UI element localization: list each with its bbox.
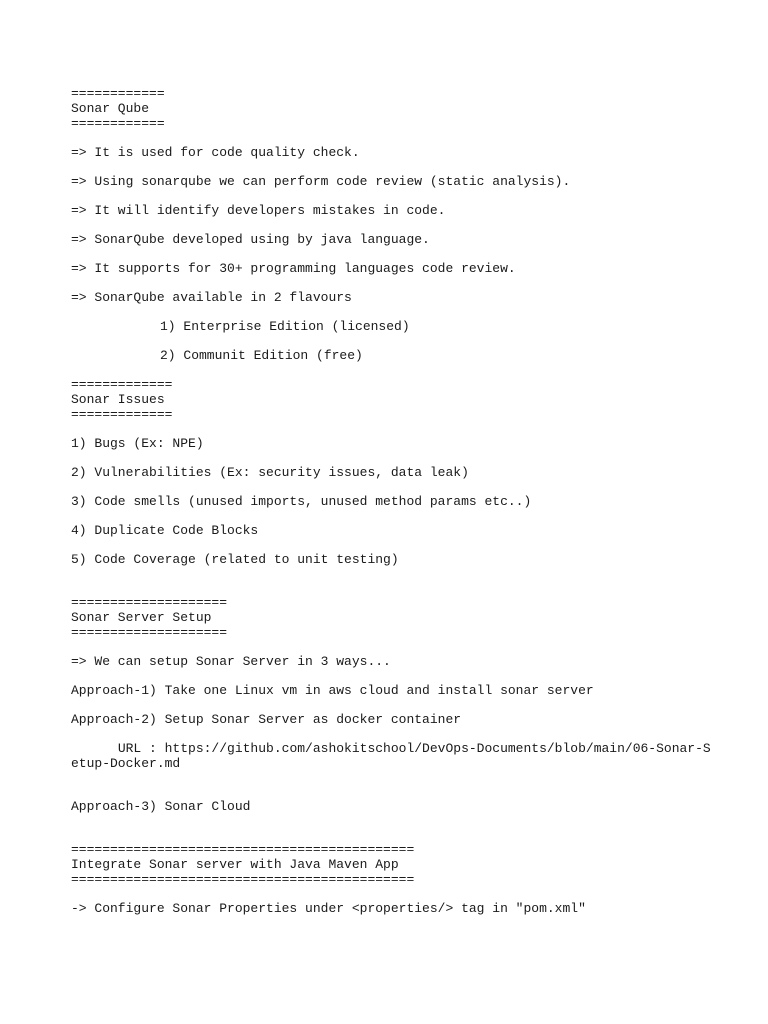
text-line: -> Configure Sonar Properties under <properties/> tag in "pom.xml" — [71, 901, 586, 916]
approach-item: Approach-2) Setup Sonar Server as docker container — [71, 712, 462, 727]
text-line: => Using sonarqube we can perform code review (static analysis). — [71, 174, 571, 189]
section-integrate — [71, 842, 711, 916]
section-rule: ============================================ — [71, 872, 415, 887]
list-item: 5) Code Coverage (related to unit testing) — [71, 552, 399, 567]
list-item: 1) Bugs (Ex: NPE) — [71, 436, 204, 451]
approach-item: Approach-3) Sonar Cloud — [71, 799, 251, 814]
text-line: => It supports for 30+ programming languages code review. — [71, 261, 516, 276]
section-heading: Sonar Qube — [71, 101, 150, 116]
list-item: 2) Vulnerabilities (Ex: security issues, data leak) — [71, 465, 469, 480]
section-heading: Sonar Issues — [71, 392, 165, 407]
text-line: => It is used for code quality check. — [71, 145, 360, 160]
text-line: => It will identify developers mistakes in code. — [71, 203, 446, 218]
edition-item: 1) Enterprise Edition (licensed) — [160, 319, 410, 334]
url-text: URL : https://github.com/ashokitschool/DevOps-Documents/blob/main/06-Sonar-Setup-Docker.md — [71, 741, 711, 771]
section-heading: Sonar Server Setup — [71, 610, 212, 625]
list-item: 3) Code smells (unused imports, unused method params etc..) — [71, 494, 532, 509]
section-heading: Integrate Sonar server with Java Maven App — [71, 857, 399, 872]
approach-item: Approach-1) Take one Linux vm in aws cloud and install sonar server — [71, 683, 594, 698]
section-rule: ============ — [71, 116, 165, 131]
section-rule: ============= — [71, 377, 173, 392]
section-sonarqube — [71, 86, 711, 377]
section-rule: ==================== — [71, 595, 228, 610]
text-line: => We can setup Sonar Server in 3 ways... — [71, 654, 391, 669]
edition-item: 2) Communit Edition (free) — [160, 348, 363, 363]
section-rule: ============ — [71, 86, 165, 101]
text-line: => SonarQube developed using by java language. — [71, 232, 430, 247]
url-indent — [71, 741, 118, 756]
section-setup — [71, 595, 711, 842]
list-item: 4) Duplicate Code Blocks — [71, 523, 259, 538]
url-line — [71, 741, 711, 771]
section-rule: ==================== — [71, 625, 228, 640]
section-rule: ============================================ — [71, 842, 415, 857]
document-page — [71, 86, 711, 916]
section-issues — [71, 377, 711, 595]
section-rule: ============= — [71, 407, 173, 422]
text-line: => SonarQube available in 2 flavours — [71, 290, 352, 305]
